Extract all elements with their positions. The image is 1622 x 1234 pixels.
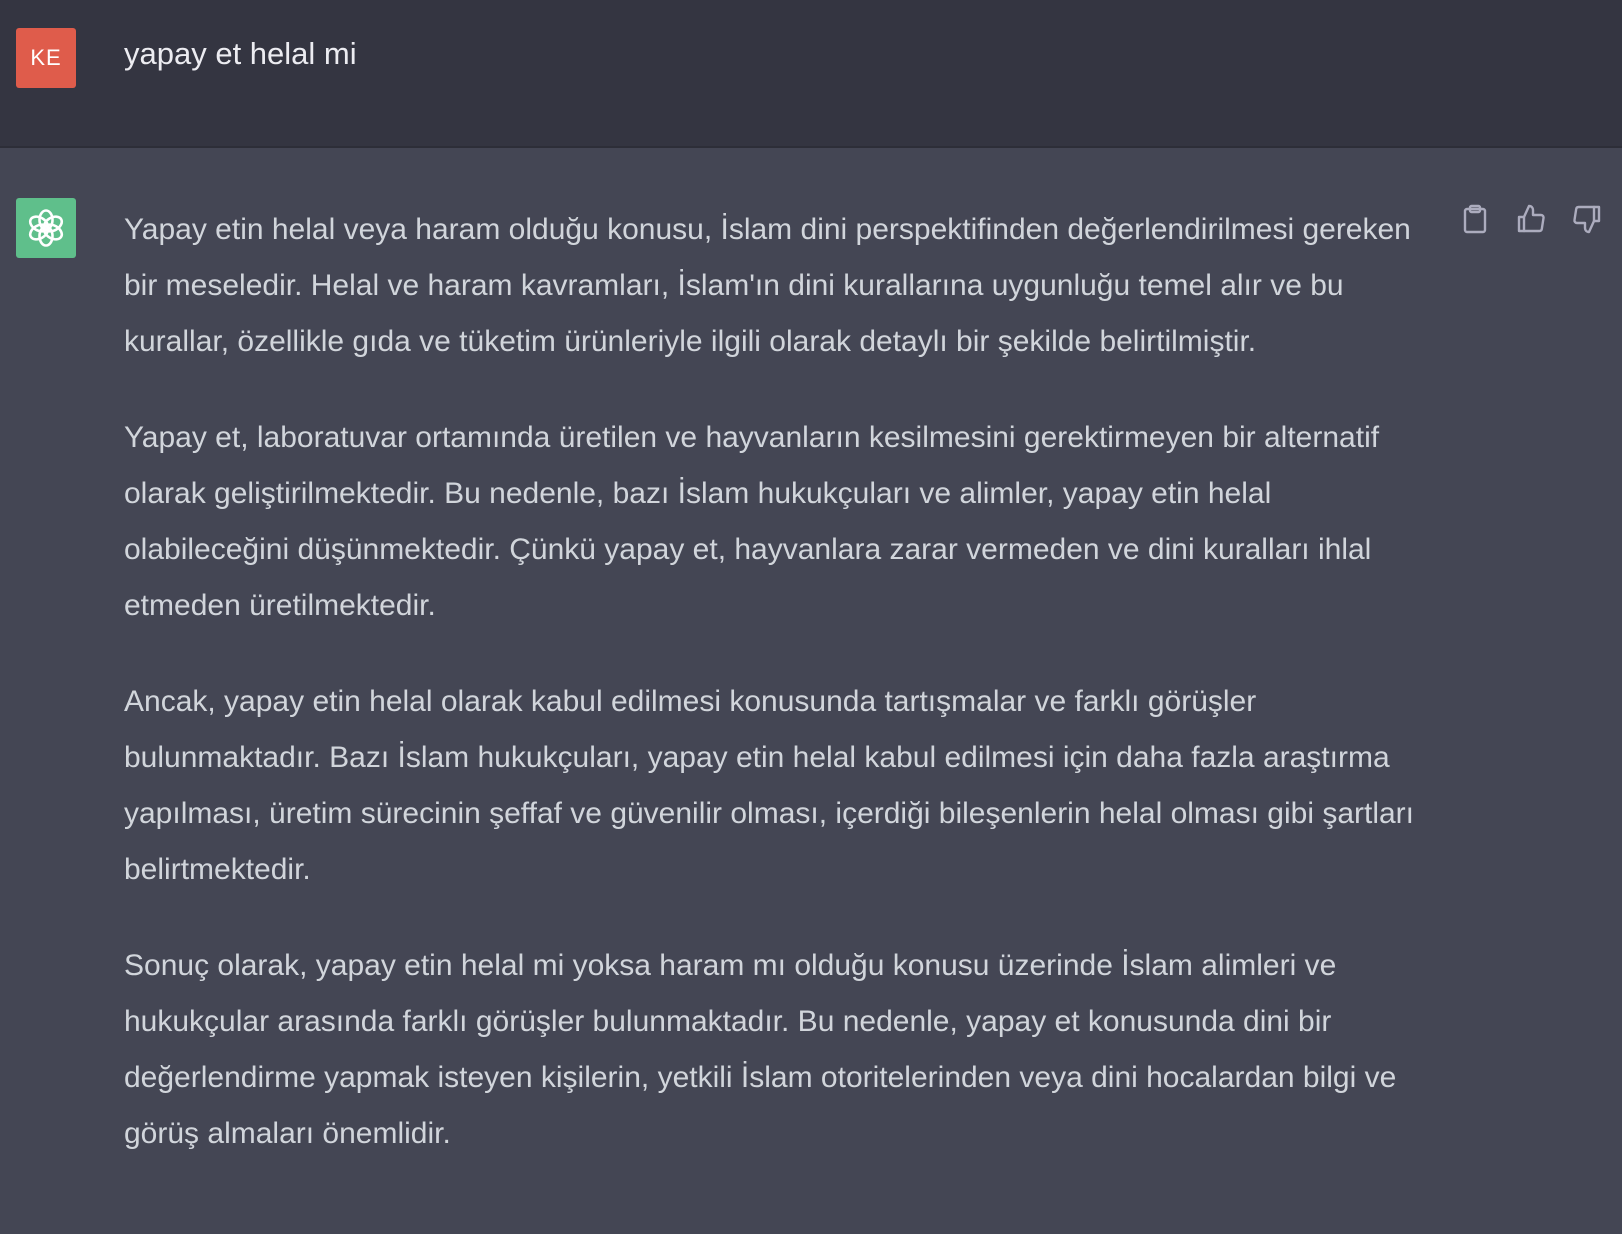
- answer-paragraph: Yapay et, laboratuvar ortamında üretilen ve hayvanların kesilmesini gerektirmeyen bir alternatif olarak geliştirilmektedir. Bu nedenle, bazı İslam hukukçuları ve alimler, yapay etin helal olabileceğini düşünmektedir. Çünkü yapay et, hayvanlara zarar vermeden ve dini kuralları ihlal etmeden üretilmektedir.: [124, 421, 1380, 622]
- thumbs-up-button[interactable]: [1514, 202, 1548, 236]
- openai-logo-icon: [25, 207, 67, 249]
- copy-button[interactable]: [1458, 202, 1492, 236]
- thumbs-up-icon: [1515, 203, 1547, 235]
- assistant-message-text: [124, 202, 1414, 1202]
- user-avatar: KE: [16, 28, 76, 88]
- clipboard-icon: [1461, 204, 1489, 234]
- thumbs-down-icon: [1571, 203, 1603, 235]
- user-message-text: yapay et helal mi: [124, 36, 357, 71]
- assistant-avatar: [16, 198, 76, 258]
- answer-paragraph: Yapay etin helal veya haram olduğu konusu, İslam dini perspektifinden değerlendirilmesi gereken bir meseledir. Helal ve haram kavramları, İslam'ın dini kurallarına uygunluğu temel alır ve bu kurallar, özellikle gıda ve tüketim ürünleriyle ilgili olarak detaylı bir şekilde belirtilmiştir.: [124, 213, 1411, 358]
- answer-paragraph: Ancak, yapay etin helal olarak kabul edilmesi konusunda tartışmalar ve farklı görüşler bulunmaktadır. Bazı İslam hukukçuları, yapay etin helal kabul edilmesi için daha fazla araştırma yapılması, üretim sürecinin şeffaf ve güvenilir olması, içerdiği bileşenlerin helal olması gibi şartları belirtmektedir.: [124, 685, 1414, 886]
- thumbs-down-button[interactable]: [1570, 202, 1604, 236]
- assistant-message-row: [0, 148, 1622, 1234]
- message-actions: [1458, 202, 1604, 236]
- user-message-row: [0, 0, 1622, 148]
- answer-paragraph: Sonuç olarak, yapay etin helal mi yoksa haram mı olduğu konusu üzerinde İslam alimleri ve hukukçular arasında farklı görüşler bulunmaktadır. Bu nedenle, yapay et konusunda dini bir değerlendirme yapmak isteyen kişilerin, yetkili İslam otoritelerinden veya dini hocalardan bilgi ve görüş almaları önemlidir.: [124, 949, 1397, 1150]
